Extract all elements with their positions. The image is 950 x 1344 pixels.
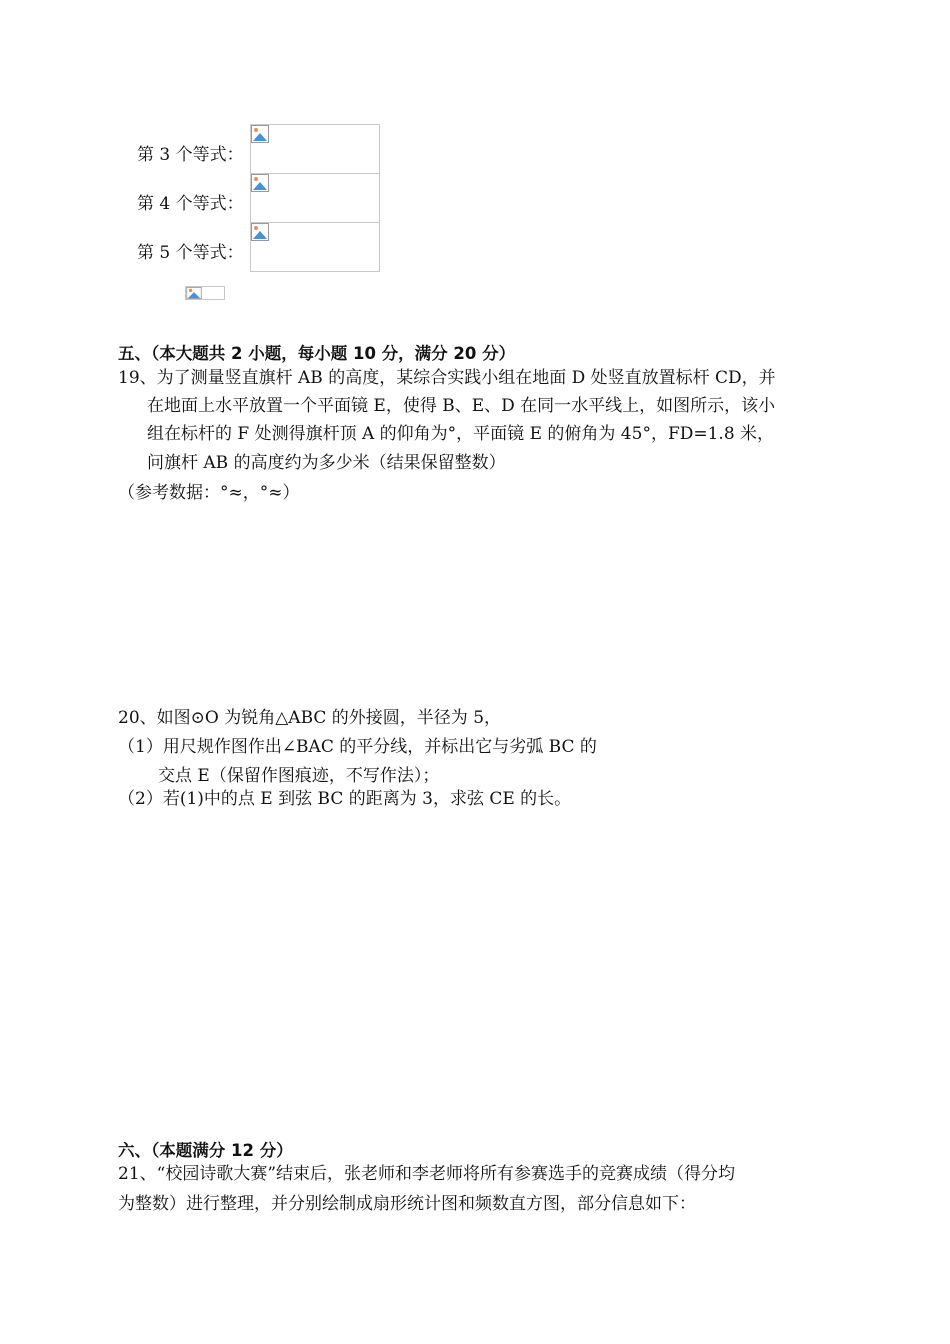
q21-line-1: 21、“校园诗歌大赛”结束后，张老师和李老师将所有参赛选手的竞赛成绩（得分均 [118,1164,736,1184]
q20-line-4: （2）若(1)中的点 E 到弦 BC 的距离为 3，求弦 CE 的长。 [118,789,572,809]
equation-5-image [250,222,380,272]
q19-line-4: 问旗杆 AB 的高度约为多少米（结果保留整数） [147,453,506,473]
broken-image-icon [186,287,202,299]
q20-line-1: 20、如图⊙O 为锐角△ABC 的外接圆，半径为 5， [118,708,502,728]
section-six-heading: 六、（本题满分 12 分） [118,1141,293,1160]
equation-3-label: 第 3 个等式： [137,145,244,165]
q21-line-2: 为整数）进行整理，并分别绘制成扇形统计图和频数直方图，部分信息如下： [118,1194,696,1214]
q20-line-2: （1）用尺规作图作出∠BAC 的平分线，并标出它与劣弧 BC 的 [118,737,597,757]
broken-image-icon [251,174,269,192]
section-five-heading: 五、（本大题共 2 小题，每小题 10 分，满分 20 分） [118,344,516,363]
q19-reference: （参考数据：°≈，°≈） [118,483,300,503]
broken-image-icon [251,125,269,143]
equation-3-image [250,124,380,174]
equation-4-label: 第 4 个等式： [137,194,244,214]
q19-line-3: 组在标杆的 F 处测得旗杆顶 A 的仰角为°，平面镜 E 的俯角为 45°，FD=1.8 米， [147,424,775,444]
equation-4-image [250,173,380,223]
broken-image-icon [251,223,269,241]
q19-line-1: 19、为了测量竖直旗杆 AB 的高度，某综合实践小组在地面 D 处竖直放置标杆 CD，并 [118,368,776,388]
q20-line-3: 交点 E（保留作图痕迹，不写作法）； [158,766,440,786]
general-formula-image [185,286,225,300]
equation-5-label: 第 5 个等式： [137,243,244,263]
q19-line-2: 在地面上水平放置一个平面镜 E，使得 B、E、D 在同一水平线上，如图所示，该小 [147,396,776,416]
